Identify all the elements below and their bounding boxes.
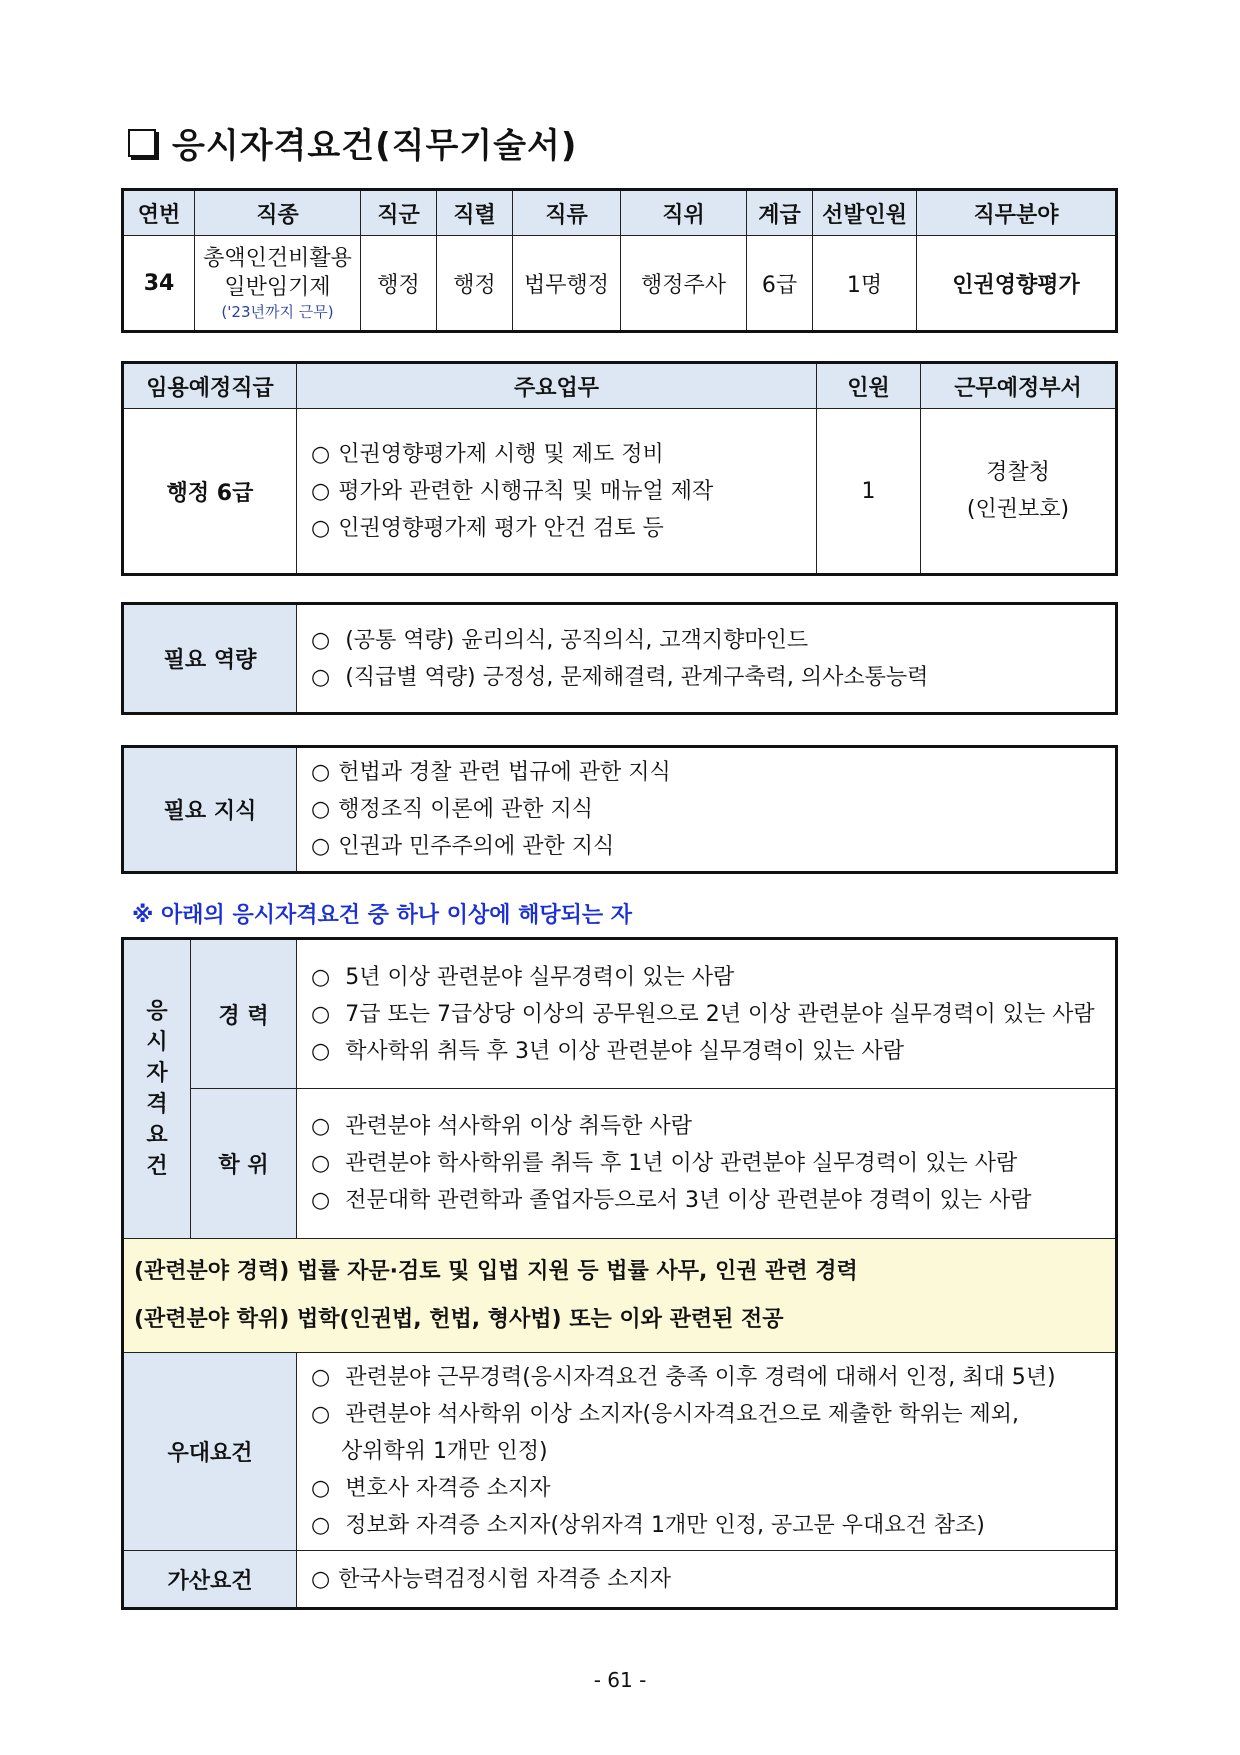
duty-item: ○ 인권영향평가제 시행 및 제도 정비 (311, 441, 664, 467)
career-label: 경 력 (191, 939, 297, 1089)
cell-type (195, 236, 361, 332)
page-title (128, 118, 577, 167)
career-item: ○ 5년 이상 관련분야 실무경력이 있는 사람 (311, 964, 735, 990)
career-items (297, 939, 1117, 1089)
position-header-row (123, 190, 1117, 236)
qualification-vertical-label: 응 시 자 격 요 건 (123, 939, 191, 1239)
degree-label: 학 위 (191, 1089, 297, 1239)
header-no: 연번 (123, 190, 195, 236)
competency-table (121, 602, 1118, 715)
knowledge-label: 필요 지식 (123, 747, 297, 873)
career-item: ○ 학사학위 취득 후 3년 이상 관련분야 실무경력이 있는 사람 (311, 1038, 904, 1064)
cell-count: 1명 (813, 236, 917, 332)
competency-items (297, 604, 1117, 714)
bonus-label: 가산요건 (123, 1551, 297, 1609)
degree-item: ○ 관련분야 학사학위를 취득 후 1년 이상 관련분야 실무경력이 있는 사람 (311, 1151, 1018, 1176)
preference-label: 우대요건 (123, 1353, 297, 1551)
header-main-duty: 주요업무 (297, 363, 817, 409)
preference-items (297, 1353, 1117, 1551)
cell-headcount: 1 (817, 409, 921, 575)
header-appoint-grade: 임용예정직급 (123, 363, 297, 409)
header-headcount: 인원 (817, 363, 921, 409)
related-career-text: (관련분야 경력) 법률 자문·검토 및 입법 지원 등 법률 사무, 인권 관련 경력 (134, 1258, 858, 1284)
page-number: - 61 - (593, 1668, 647, 1692)
related-field-cell (123, 1239, 1117, 1353)
cell-duties (297, 409, 817, 575)
bonus-row (123, 1551, 1117, 1609)
degree-items (297, 1089, 1117, 1239)
preference-item: ○ 관련분야 근무경력(응시자격요건 충족 이후 경력에 대해서 인정, 최대 5년) (311, 1365, 1056, 1390)
header-position: 직위 (621, 190, 747, 236)
competency-row (123, 604, 1117, 714)
cell-dept-line2: (인권보호) (966, 497, 1070, 522)
header-field: 직무분야 (917, 190, 1117, 236)
competency-item: ○ (공통 역량) 윤리의식, 공직의식, 고객지향마인드 (311, 627, 809, 653)
competency-item: ○ (직급별 역량) 긍정성, 문제해결력, 관계구축력, 의사소통능력 (311, 664, 929, 690)
cell-dept-line1: 경찰청 (986, 460, 1050, 485)
header-dept: 근무예정부서 (921, 363, 1117, 409)
cell-appoint-grade: 행정 6급 (123, 409, 297, 575)
related-degree-text: (관련분야 학위) 법학(인권법, 헌법, 형사법) 또는 이와 관련된 전공 (134, 1306, 784, 1332)
knowledge-table (121, 745, 1118, 874)
qualification-table (121, 937, 1118, 1610)
duty-header-row (123, 363, 1117, 409)
career-item: ○ 7급 또는 7급상당 이상의 공무원으로 2년 이상 관련분야 실무경력이 있는 사람 (311, 1001, 1095, 1027)
cell-group: 행정 (361, 236, 437, 332)
knowledge-item: ○ 인권과 민주주의에 관한 지식 (311, 834, 615, 859)
header-class: 직류 (513, 190, 621, 236)
cell-position: 행정주사 (621, 236, 747, 332)
degree-row (123, 1089, 1117, 1239)
preference-item: ○ 정보화 자격증 소지자(상위자격 1개만 인정, 공고문 우대요건 참조) (311, 1513, 985, 1538)
preference-item-continued: 상위학위 1개만 인정) (341, 1439, 548, 1464)
header-count: 선발인원 (813, 190, 917, 236)
degree-item: ○ 전문대학 관련학과 졸업자등으로서 3년 이상 관련분야 경력이 있는 사람 (311, 1188, 1032, 1213)
bonus-item: ○ 한국사능력검정시험 자격증 소지자 (297, 1551, 1117, 1609)
knowledge-row (123, 747, 1117, 873)
header-group: 직군 (361, 190, 437, 236)
cell-dept (921, 409, 1117, 575)
career-row (123, 939, 1117, 1089)
related-field-row (123, 1239, 1117, 1353)
duty-table (121, 361, 1118, 576)
cell-type-line1: 총액인건비활용 (203, 246, 352, 271)
cell-grade: 6급 (747, 236, 813, 332)
knowledge-item: ○ 행정조직 이론에 관한 지식 (311, 797, 593, 822)
position-data-row (123, 236, 1117, 332)
preference-item: ○ 관련분야 석사학위 이상 소지자(응시자격요건으로 제출한 학위는 제외, (311, 1402, 1020, 1427)
header-series: 직렬 (437, 190, 513, 236)
cell-type-note: ('23년까지 근무) (221, 303, 334, 321)
page-title-text: 응시자격요건(직무기술서) (172, 126, 578, 166)
cell-type-line2: 일반임기제 (224, 275, 331, 300)
duty-item: ○ 인권영향평가제 평가 안건 검토 등 (311, 515, 664, 541)
checkbox-square-icon (128, 129, 156, 157)
qualification-notice: ※ 아래의 응시자격요건 중 하나 이상에 해당되는 자 (132, 903, 633, 928)
header-grade: 계급 (747, 190, 813, 236)
cell-no: 34 (123, 236, 195, 332)
knowledge-items (297, 747, 1117, 873)
preference-item: ○ 변호사 자격증 소지자 (311, 1476, 551, 1501)
duty-item: ○ 평가와 관련한 시행규칙 및 매뉴얼 제작 (311, 478, 714, 504)
degree-item: ○ 관련분야 석사학위 이상 취득한 사람 (311, 1114, 692, 1139)
position-table (121, 188, 1118, 333)
cell-series: 행정 (437, 236, 513, 332)
header-type: 직종 (195, 190, 361, 236)
preference-row (123, 1353, 1117, 1551)
duty-data-row (123, 409, 1117, 575)
competency-label: 필요 역량 (123, 604, 297, 714)
cell-field: 인권영향평가 (917, 236, 1117, 332)
knowledge-item: ○ 헌법과 경찰 관련 법규에 관한 지식 (311, 760, 671, 785)
cell-class: 법무행정 (513, 236, 621, 332)
